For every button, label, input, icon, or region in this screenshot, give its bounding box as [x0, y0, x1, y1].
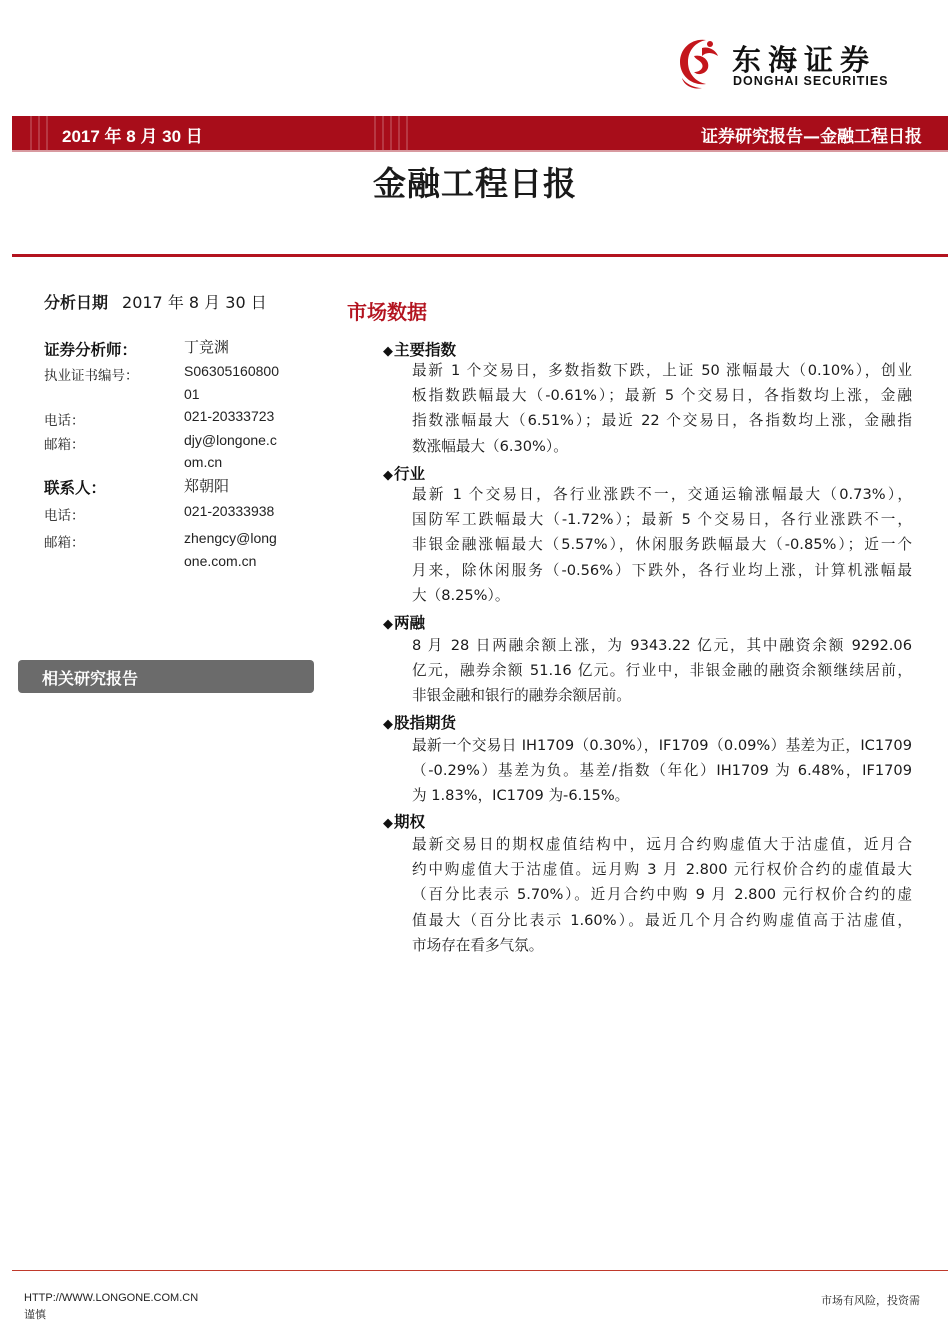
- analyst-name: 丁竞渊: [184, 338, 230, 356]
- body-line: 最新一个交易日 IH1709（0.30%），IF1709（0.09%）基差为正，IC1709: [412, 737, 912, 754]
- footer-divider: [12, 1270, 948, 1271]
- section-heading-indices: [383, 338, 456, 360]
- contact-email-line2[interactable]: one.com.cn: [184, 553, 257, 569]
- section-heading-industry: [383, 462, 425, 484]
- section-heading-margin: [383, 611, 425, 633]
- analyst-label: 证券分析师：: [44, 341, 138, 359]
- analyst-phone: 021-20333723: [184, 408, 275, 424]
- body-line: 最新 1 个交易日，多数指数下跌，上证 50 涨幅最大（0.10%），创业: [412, 362, 912, 379]
- report-category: 证券研究报告—金融工程日报: [701, 127, 922, 147]
- body-line: 大（8.25%）。: [412, 586, 510, 604]
- body-line: 国防军工跌幅最大（-1.72%）；最新 5 个交易日，各行业涨跌不一，: [412, 511, 912, 529]
- contact-label: 联系人：: [44, 479, 107, 497]
- dragon-logo-icon: [672, 34, 724, 90]
- related-reports-bar[interactable]: [18, 660, 314, 693]
- band-stripe: [390, 116, 392, 150]
- diamond-bullet-icon: ◆: [383, 344, 393, 359]
- title-divider: [12, 254, 948, 257]
- body-line: 板指数跌幅最大（-0.61%）；最新 5 个交易日，各指数均上涨，金融: [412, 387, 912, 405]
- body-line: 市场存在看多气氛。: [412, 936, 544, 954]
- diamond-bullet-icon: ◆: [383, 468, 393, 483]
- body-line: 8 月 28 日两融余额上涨，为 9343.22 亿元，其中融资余额 9292.06: [412, 637, 912, 654]
- related-reports-label: 相关研究报告: [42, 669, 139, 688]
- email-label: 邮箱：: [44, 437, 85, 453]
- section-heading-futures: [383, 711, 456, 733]
- report-date: 2017 年 8 月 30 日: [62, 127, 203, 146]
- section-heading-options: [383, 810, 425, 832]
- cert-label: 执业证书编号：: [44, 368, 139, 384]
- diamond-bullet-icon: ◆: [383, 717, 393, 732]
- body-line: 最新 1 个交易日，各行业涨跌不一，交通运输涨幅最大（0.73%），: [412, 486, 912, 503]
- section-heading-text: 期权: [394, 813, 426, 831]
- section-heading-text: 股指期货: [394, 714, 457, 732]
- body-line: 数涨幅最大（6.30%）。: [412, 437, 568, 455]
- diamond-bullet-icon: ◆: [383, 617, 393, 632]
- analysis-date-value: 2017 年 8 月 30 日: [122, 293, 267, 312]
- body-line: 约中购虚值大于沽虚值。远月购 3 月 2.800 元行权价合约的虚值最大: [412, 861, 912, 879]
- section-heading-text: 主要指数: [394, 341, 457, 359]
- phone-label: 电话：: [44, 413, 85, 429]
- header-divider: [12, 150, 948, 152]
- band-stripe: [374, 116, 376, 150]
- section-body-options: [412, 832, 912, 958]
- contact-email-line1[interactable]: zhengcy@long: [184, 530, 277, 546]
- analysis-date: [44, 290, 267, 313]
- footer-disclaimer: 市场有风险，投资需: [821, 1294, 920, 1307]
- section-body-futures: [412, 733, 912, 809]
- analyst-email-line2[interactable]: om.cn: [184, 454, 223, 470]
- logo-en-text: DONGHAI SECURITIES: [733, 74, 889, 88]
- analysis-date-label: 分析日期: [44, 293, 109, 312]
- section-body-industry: [412, 482, 912, 608]
- analyst-email-line1[interactable]: djy@longone.c: [184, 432, 277, 448]
- body-line: 亿元，融券余额 51.16 亿元。行业中，非银金融的融资余额继续居前，: [412, 662, 912, 680]
- diamond-bullet-icon: ◆: [383, 816, 393, 831]
- band-stripe: [398, 116, 400, 150]
- cert-number-line1: S06305160800: [184, 363, 279, 379]
- section-body-indices: [412, 358, 912, 459]
- contact-name: 郑朝阳: [184, 477, 230, 495]
- phone-label: 电话：: [44, 508, 85, 524]
- company-logo: [672, 34, 912, 94]
- logo-cn-text: 东海证券: [732, 43, 877, 77]
- body-line: （-0.29%）基差为负。基差/指数（年化）IH1709 为 6.48%，IF1709: [412, 762, 912, 780]
- cert-number-line2: 01: [184, 386, 200, 402]
- band-stripe: [406, 116, 408, 150]
- body-line: 为 1.83%，IC1709 为-6.15%。: [412, 787, 630, 805]
- footer-website-link[interactable]: HTTP://WWW.LONGONE.COM.CN: [24, 1292, 199, 1304]
- email-label: 邮箱：: [44, 535, 85, 551]
- section-body-margin: [412, 633, 912, 709]
- band-stripe: [46, 116, 48, 150]
- body-line: 指数涨幅最大（6.51%）；最近 22 个交易日，各指数均上涨，金融指: [412, 412, 912, 430]
- footer-disclaimer-end: 谨慎: [24, 1308, 46, 1321]
- report-title: 金融工程日报: [373, 164, 577, 203]
- body-line: （百分比表示 5.70%）。近月合约中购 9 月 2.800 元行权价合约的虚: [412, 886, 912, 904]
- header-band: [12, 116, 948, 150]
- market-data-title: 市场数据: [347, 300, 427, 324]
- band-stripe: [38, 116, 40, 150]
- band-stripe: [30, 116, 32, 150]
- band-stripe: [382, 116, 384, 150]
- body-line: 值最大（百分比表示 1.60%）。最近几个月合约购虚值高于沽虚值，: [412, 911, 912, 929]
- section-heading-text: 两融: [394, 614, 426, 632]
- contact-phone: 021-20333938: [184, 503, 275, 519]
- body-line: 非银金融和银行的融券余额居前。: [412, 687, 631, 705]
- body-line: 月来，除休闲服务（-0.56%）下跌外，各行业均上涨，计算机涨幅最: [412, 561, 912, 579]
- body-line: 非银金融涨幅最大（5.57%），休闲服务跌幅最大（-0.85%）；近一个: [412, 536, 912, 554]
- section-heading-text: 行业: [394, 465, 426, 483]
- body-line: 最新交易日的期权虚值结构中，远月合约购虚值大于沽虚值，近月合: [412, 836, 912, 853]
